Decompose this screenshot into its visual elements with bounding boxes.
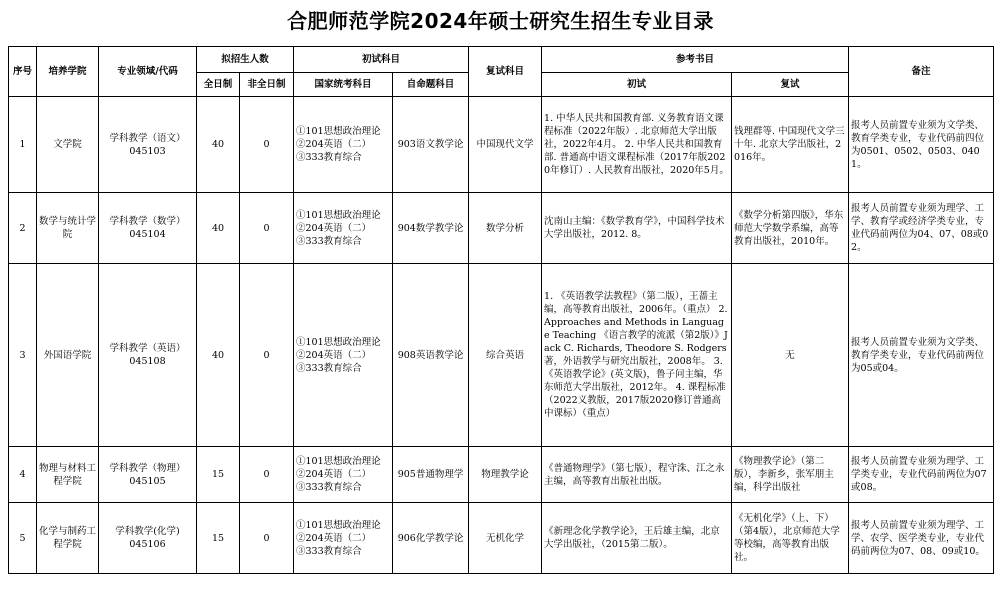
header-row-1 [9, 47, 994, 73]
table-row [9, 503, 994, 574]
row-seq: 5 [9, 503, 37, 574]
national-subject: ③333教育综合 [296, 482, 362, 493]
field-name: 学科教学（语文） [109, 132, 186, 144]
row-self-subject: 903语文教学论 [393, 97, 469, 193]
national-subject: ①101思想政治理论 [296, 336, 381, 348]
row-parttime: 0 [240, 97, 294, 193]
row-ref-retest: 《数学分析第四版》，华东师范大学数学系编，高等教育出版社，2010年。 [732, 193, 849, 264]
row-ref-initial: 《新理念化学教学论》，王后雄主编，北京大学出版社，（2015第二版）。 [542, 503, 732, 574]
admission-catalog-table [8, 46, 994, 574]
row-field [99, 264, 197, 447]
row-seq: 2 [9, 193, 37, 264]
header-college: 培养学院 [37, 47, 99, 97]
row-parttime: 0 [240, 503, 294, 574]
field-name: 学科教学（数学） [109, 216, 186, 227]
row-self-subject: 908英语教学论 [393, 264, 469, 447]
table-row [9, 193, 994, 264]
row-remarks: 报考人员前置专业须为理学、工学、农学、医学类专业，专业代码前两位为07、08、09或10。 [849, 503, 994, 574]
table-row [9, 97, 994, 193]
row-retest-subject: 数学分析 [469, 193, 542, 264]
table-row [9, 264, 994, 447]
row-ref-initial: 1. 《英语教学法教程》（第二版），王蔷主编，高等教育出版社，2006年。（重点） 2. Approaches and Methods in Language Teaching 《语言教学的流派（第2版）》Jack C. Richards, Theodore S. Rodgers著，外语教学与研究出版社，2008年。 3. 《英语教学论》(英文版)，鲁子问主编，华东师范大学出版社，2012年。 4. 课程标准（2022义教版，2017版2020修订普通高中课标）（重点） [542, 264, 732, 447]
row-college: 外国语学院 [37, 264, 99, 447]
field-code: 045104 [129, 229, 166, 240]
national-subject: ②204英语（二） [296, 349, 372, 361]
field-name: 学科教学（英语） [109, 343, 186, 354]
header-parttime: 非全日制 [240, 73, 294, 97]
row-seq: 4 [9, 447, 37, 503]
field-code: 045105 [129, 475, 166, 487]
row-national [294, 97, 393, 193]
row-self-subject: 905普通物理学 [393, 447, 469, 503]
row-ref-initial: 《普通物理学》（第七版），程守洙、江之永主编，高等教育出版社出版。 [542, 447, 732, 503]
field-code: 045108 [129, 356, 166, 367]
row-ref-retest: 《无机化学》（上、下）（第4版），北京师范大学等校编，高等教育出版社。 [732, 503, 849, 574]
row-retest-subject: 综合英语 [469, 264, 542, 447]
row-ref-retest: 《物理教学论》（第二版），李新乡，张军朋主编，科学出版社 [732, 447, 849, 503]
national-subject: ①101思想政治理论 [296, 456, 381, 467]
row-ref-initial: 沈南山主编：《数学教育学》，中国科学技术大学出版社，2012. 8。 [542, 193, 732, 264]
national-subject: ①101思想政治理论 [296, 126, 381, 137]
row-retest-subject: 物理教学论 [469, 447, 542, 503]
row-ref-initial: 1. 中华人民共和国教育部. 义务教育语文课程标准（2022年版）. 北京师范大学出版社，2022年4月。 2. 中华人民共和国教育部. 普通高中语文课程标准（2017年版2020年修订）. 人民教育出版社，2020年5月。 [542, 97, 732, 193]
row-remarks: 报考人员前置专业须为理学、工学、教育学或经济学类专业，专业代码前两位为04、07、08或02。 [849, 193, 994, 264]
row-parttime: 0 [240, 447, 294, 503]
row-seq: 3 [9, 264, 37, 447]
row-college: 物理与材料工程学院 [37, 447, 99, 503]
header-refs-retest: 复试 [732, 73, 849, 97]
header-refs: 参考书目 [542, 47, 849, 73]
header-seq: 序号 [9, 47, 37, 97]
header-remarks: 备注 [849, 47, 994, 97]
row-seq: 1 [9, 97, 37, 193]
row-field [99, 97, 197, 193]
row-college: 化学与制药工程学院 [37, 503, 99, 574]
row-remarks: 报考人员前置专业须为理学、工学类专业，专业代码前两位为07或08。 [849, 447, 994, 503]
row-self-subject: 906化学教学论 [393, 503, 469, 574]
field-name: 学科教学(化学) [115, 526, 180, 537]
row-retest-subject: 无机化学 [469, 503, 542, 574]
row-fulltime: 40 [197, 97, 240, 193]
row-national [294, 447, 393, 503]
header-refs-initial: 初试 [542, 73, 732, 97]
field-name: 学科教学（物理） [109, 462, 186, 474]
national-subject: ③333教育综合 [296, 362, 362, 374]
row-fulltime: 40 [197, 193, 240, 264]
national-subject: ②204英语（二） [296, 222, 372, 234]
header-field: 专业领域/代码 [99, 47, 197, 97]
national-subject: ①101思想政治理论 [296, 209, 381, 221]
header-retest: 复试科目 [469, 47, 542, 97]
row-field [99, 193, 197, 264]
row-college: 数学与统计学院 [37, 193, 99, 264]
header-fulltime: 全日制 [197, 73, 240, 97]
row-fulltime: 15 [197, 447, 240, 503]
page-title: 合肥师范学院2024年硕士研究生招生专业目录 [287, 9, 714, 33]
row-field [99, 447, 197, 503]
row-self-subject: 904数学教学论 [393, 193, 469, 264]
header-plan: 拟招生人数 [197, 47, 294, 73]
row-parttime: 0 [240, 264, 294, 447]
row-remarks: 报考人员前置专业须为文学类、教育学类专业，专业代码前四位为0501、0502、0503、0401。 [849, 97, 994, 193]
national-subject: ②204英语（二） [296, 469, 372, 480]
field-code: 045103 [129, 145, 166, 157]
row-parttime: 0 [240, 193, 294, 264]
national-subject: ③333教育综合 [296, 152, 362, 163]
national-subject: ③333教育综合 [296, 235, 362, 247]
row-ref-retest: 钱理群等. 中国现代文学三十年. 北京大学出版社，2016年。 [732, 97, 849, 193]
row-national [294, 193, 393, 264]
row-fulltime: 40 [197, 264, 240, 447]
header-national: 国家统考科目 [294, 73, 393, 97]
row-national [294, 503, 393, 574]
field-code: 045106 [129, 539, 166, 550]
row-fulltime: 15 [197, 503, 240, 574]
row-ref-retest: 无 [732, 264, 849, 447]
national-subject: ②204英语（二） [296, 532, 372, 544]
row-field [99, 503, 197, 574]
row-retest-subject: 中国现代文学 [469, 97, 542, 193]
row-college: 文学院 [37, 97, 99, 193]
national-subject: ②204英语（二） [296, 139, 372, 150]
header-self: 自命题科目 [393, 73, 469, 97]
row-national [294, 264, 393, 447]
national-subject: ③333教育综合 [296, 545, 362, 557]
header-exam: 初试科目 [294, 47, 469, 73]
national-subject: ①101思想政治理论 [296, 519, 381, 531]
table-row [9, 447, 994, 503]
row-remarks: 报考人员前置专业须为文学类、教育学类专业，专业代码前两位为05或04。 [849, 264, 994, 447]
